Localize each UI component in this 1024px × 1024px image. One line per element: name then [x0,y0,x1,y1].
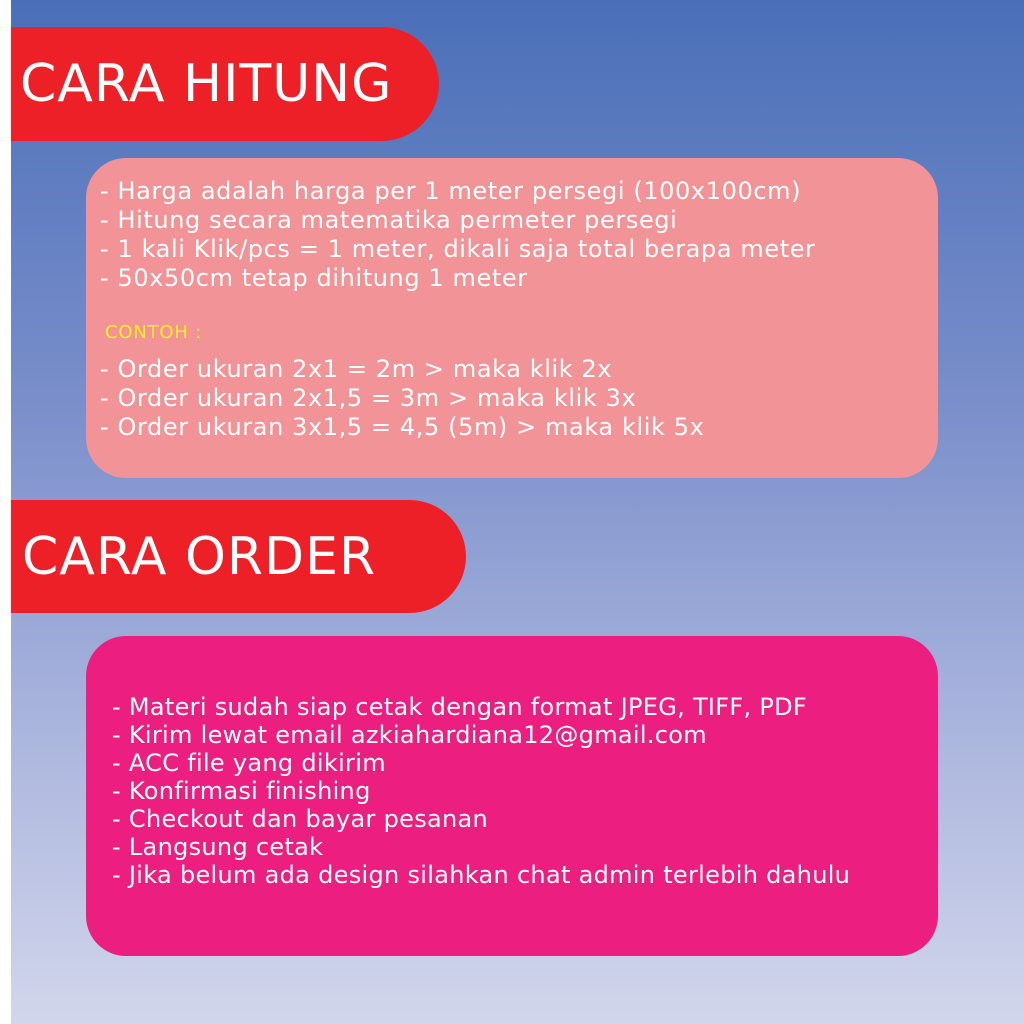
hitung-rule: - Hitung secara matematika permeter persegi [100,206,678,234]
order-step: - ACC file yang dikirim [112,749,386,777]
cara-hitung-heading-text: CARA HITUNG [20,54,393,114]
hitung-rule: - Harga adalah harga per 1 meter persegi (100x100cm) [100,177,802,205]
cara-hitung-heading [11,27,439,141]
cara-order-heading [11,500,466,613]
order-step: - Kirim lewat email azkiahardiana12@gmail.com [112,721,707,749]
hitung-example: - Order ukuran 2x1,5 = 3m > maka klik 3x [100,384,637,412]
cara-hitung-card [86,158,938,478]
contoh-label: CONTOH : [105,322,203,343]
order-step: - Materi sudah siap cetak dengan format JPEG, TIFF, PDF [112,693,808,721]
order-step: - Langsung cetak [112,833,324,861]
order-step: - Jika belum ada design silahkan chat admin terlebih dahulu [112,861,851,889]
hitung-rule: - 50x50cm tetap dihitung 1 meter [100,264,528,292]
order-step: - Konfirmasi finishing [112,777,371,805]
hitung-example: - Order ukuran 3x1,5 = 4,5 (5m) > maka klik 5x [100,413,705,441]
hitung-rule: - 1 kali Klik/pcs = 1 meter, dikali saja total berapa meter [100,235,816,263]
info-graphic [11,0,1024,1024]
order-step: - Checkout dan bayar pesanan [112,805,489,833]
cara-order-card [86,636,938,956]
cara-order-heading-text: CARA ORDER [22,526,377,587]
hitung-example: - Order ukuran 2x1 = 2m > maka klik 2x [100,355,613,383]
